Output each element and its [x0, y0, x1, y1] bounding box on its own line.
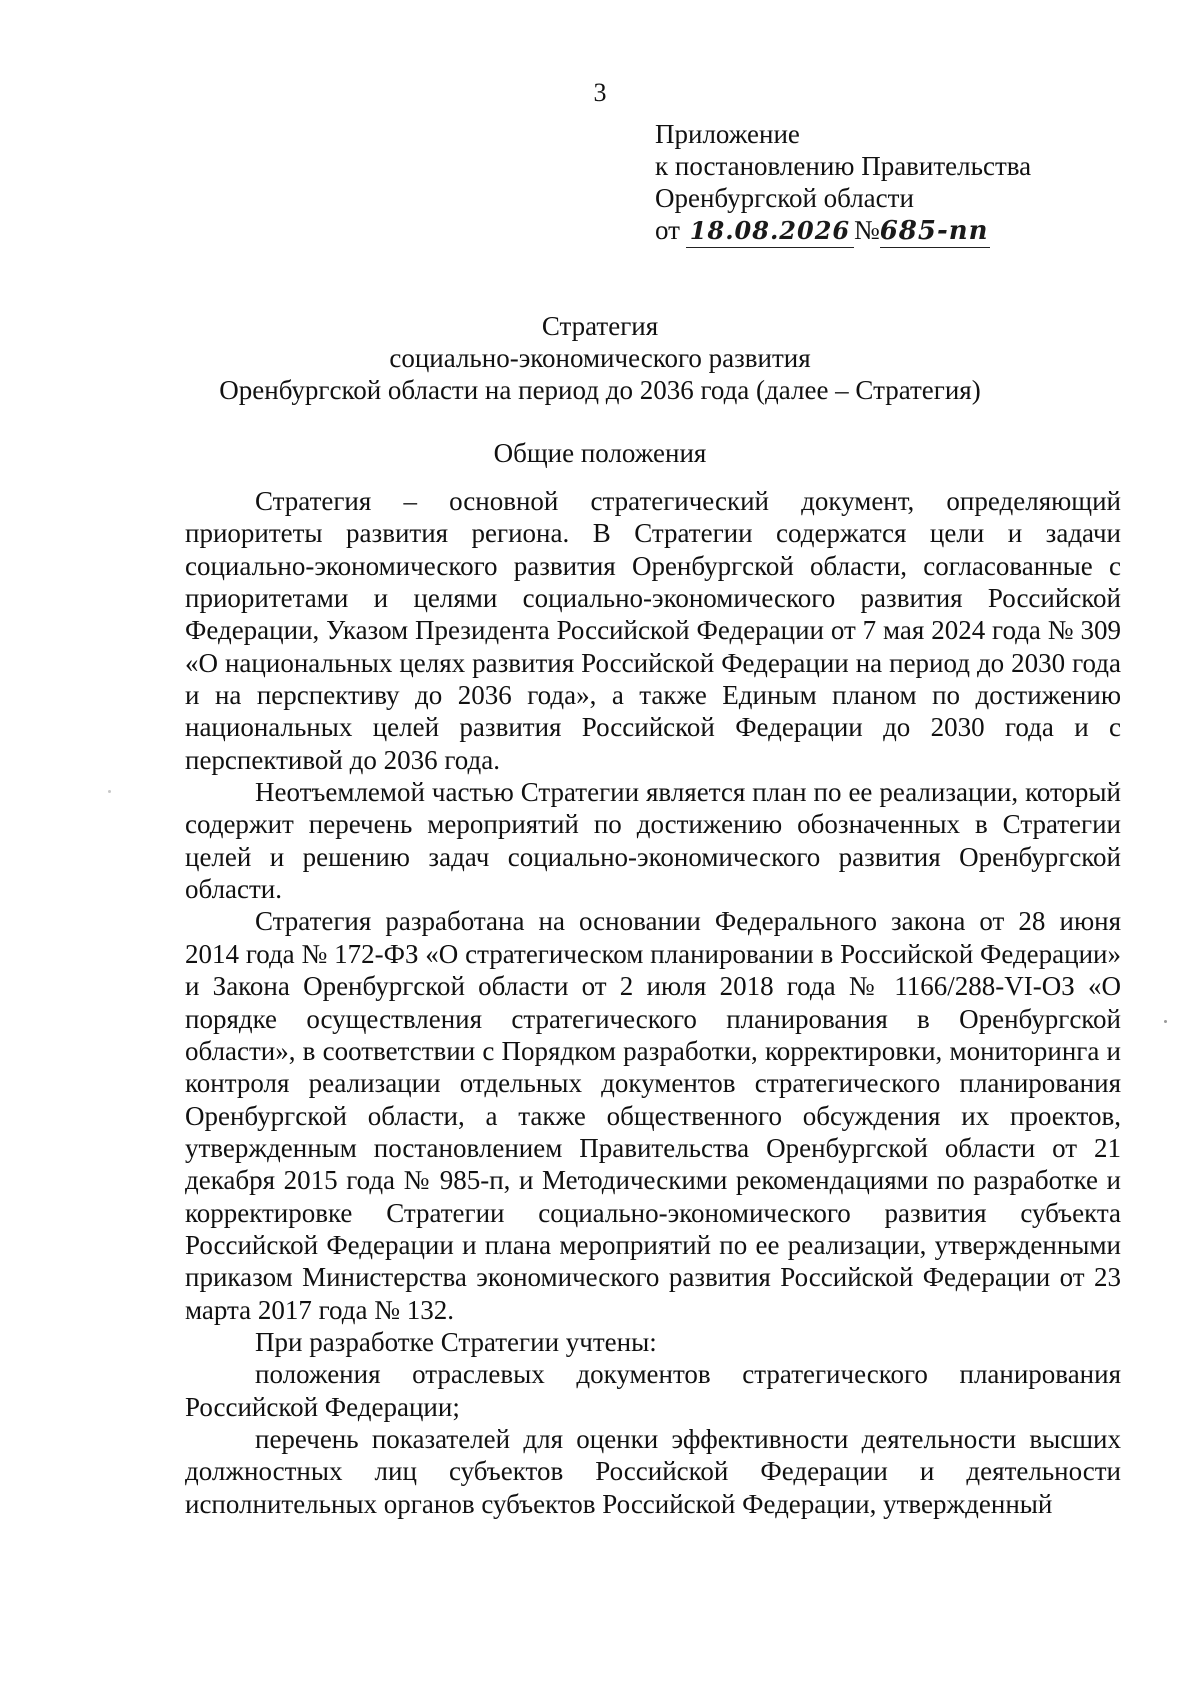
title-line-1: Стратегия [541, 311, 659, 341]
body-text [185, 485, 1121, 1520]
title-line-2: социально-экономического развития [389, 343, 811, 373]
paragraph: При разработке Стратегии учтены: [255, 1326, 657, 1357]
section-heading: Общие положения [493, 438, 707, 468]
paragraph: Стратегия разработана на основании Федерального закона от 28 июня 2014 года № 172-ФЗ «О стратегическом планировании в Российской Федерации» и Закона Оренбургской области от 2 июля 2018 года № 1166/288-VI-ОЗ «О порядке осуществления стратегического планирования в Оренбургской области», в соответствии с Порядком разработки, корректировки, мониторинга и контроля реализации отдельных документов стратегического планирования Оренбургской области, а также общественного обсуждения их проектов, утвержденным постановлением Правительства Оренбургской области от 21 декабря 2015 года № 985-п, и Методическими рекомендациями по разработке и корректировке Стратегии социально-экономического развития субъекта Российской Федерации и плана мероприятий по ее реализации, утвержденными приказом Министерства экономического развития Российской Федерации от 23 марта 2017 года № 132. [185, 906, 1121, 1325]
title-line-3: Оренбургской области на период до 2036 года (далее – Стратегия) [219, 375, 981, 405]
number-prefix: № [853, 215, 880, 245]
page-number: 3 [593, 78, 607, 107]
scan-speck [1164, 1020, 1167, 1023]
date-prefix: от [655, 215, 680, 245]
paragraph: Стратегия – основной стратегический документ, определяющий приоритеты развития региона. В Стратегии содержатся цели и задачи социально-экономического развития Оренбургской области, согласованные с приоритетами и целями социально-экономического развития Российской Федерации, Указом Президента Российской Федерации от 7 мая 2024 года № 309 «О национальных целях развития Российской Федерации на период до 2030 года и на перспективу до 2036 года», а также Единым планом по достижению национальных целей развития Российской Федерации до 2030 года и с перспективой до 2036 года. [185, 486, 1121, 775]
scan-speck [108, 790, 111, 793]
handwritten-date: 18.08.2026 [686, 215, 854, 248]
paragraph: Неотъемлемой частью Стратегии является план по ее реализации, который содержит перечень мероприятий по достижению обозначенных в Стратегии целей и решению задач социально-экономического развития Оренбургской области. [185, 777, 1121, 905]
handwritten-number: 685-пп [879, 216, 989, 246]
appendix-label: Приложение [655, 119, 800, 149]
appendix-block [655, 118, 1031, 248]
document-title [0, 310, 1200, 406]
appendix-resolution-line: к постановлению Правительства [655, 151, 1032, 181]
appendix-date-number-line [655, 214, 1031, 248]
appendix-region-line: Оренбургской области [655, 183, 914, 213]
list-item: положения отраслевых документов стратегического планирования Российской Федерации; [185, 1359, 1121, 1422]
list-item: перечень показателей для оценки эффективности деятельности высших должностных лиц субъектов Российской Федерации и деятельности исполнительных органов субъектов Российской Федерации, утвержденный [185, 1423, 1121, 1519]
